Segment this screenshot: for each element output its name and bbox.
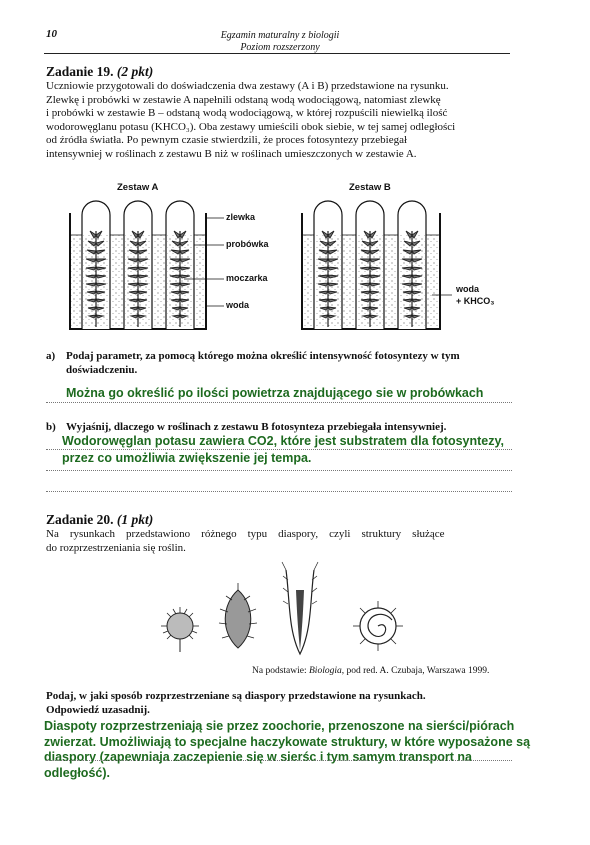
task20-answer-line: diaspory (zapewniaja zaczepienie się w sierśc i tym samym transport na (44, 750, 472, 764)
task19-intro-line: Uczniowie przygotowali do doświadczenia dwa zestawy (A i B) przedstawione na rysunku. (46, 80, 449, 92)
source-prefix: Na podstawie: (252, 666, 309, 676)
figure-source (252, 666, 489, 676)
label-water: woda (226, 300, 250, 310)
task19-points: (2 pkt) (116, 64, 154, 79)
question-b-marker: b) (46, 421, 56, 433)
task20-answer-line: zwierzat. Umożliwiają to specjalne haczykowate struktury, w które wyposażone są (44, 734, 531, 749)
task19-intro-line: wodorowęglanu potasu (KHCO₃). Oba zestawy umieścili obok siebie, w tej samej odległości (46, 120, 456, 133)
header-divider (44, 53, 510, 54)
answer-b-line1[interactable]: Wodorowęglan potasu zawiera CO2, które jest substratem dla fotosyntezy, (62, 434, 504, 448)
task20-title-text: Zadanie 20. (46, 512, 114, 527)
header-level: Poziom rozszerzony (240, 42, 320, 53)
answer-a-line (46, 402, 512, 403)
question-a-marker: a) (46, 350, 56, 362)
header-exam-title: Egzamin maturalny z biologii (220, 30, 340, 41)
task20-title (46, 512, 153, 528)
diaspores-figure (150, 560, 420, 660)
set-b-label: Zestaw B (349, 182, 391, 193)
task19-title-text: Zadanie 19. (46, 64, 114, 79)
task19-intro-line: intensywniej w roślinach z zestawu B niż w roślinach umieszczonych w zestawie A. (46, 147, 417, 160)
diaspore-burr (161, 607, 199, 652)
task19-intro-line: i probówki w zestawie B – odstaną wodą wodociągową, w której rozpuścili niewielką ilość (46, 107, 448, 120)
source-rest: , pod red. A. Czubaja, Warszawa 1999. (341, 666, 490, 676)
task20-points: (1 pkt) (116, 512, 154, 527)
answer-b-line2[interactable]: przez co umożliwia zwiększenie jej tempa. (62, 451, 312, 465)
answer-a[interactable]: Można go określić po ilości powietrza znajdującego sie w probówkach (66, 386, 484, 400)
set-a-label: Zestaw A (117, 182, 159, 193)
task19-title (46, 64, 153, 80)
task20-answer-line: Diaspoty rozprzestrzeniają sie przez zoochorie, przenoszone na sierści/piórach (44, 719, 515, 733)
task20-answer[interactable] (44, 719, 574, 781)
question-a-text (66, 350, 516, 377)
page-number: 10 (46, 28, 57, 40)
label-water-b: woda (456, 284, 480, 294)
label-khco3: + KHCO₃ (456, 296, 495, 306)
task20-question-line: Podaj, w jaki sposób rozprzestrzeniane są diaspory przedstawione na rysunkach. (46, 690, 426, 702)
diaspore-coiled (353, 601, 403, 651)
task20-intro-line2: do rozprzestrzeniania się roślin. (46, 542, 186, 554)
question-a-line: doświadczeniu. (66, 363, 138, 376)
answer-b-line (46, 449, 512, 450)
label-beaker: zlewka (226, 212, 256, 222)
task20-question-line: Odpowiedź uzasadnij. (46, 703, 150, 716)
label-plant: moczarka (226, 273, 268, 283)
task20-intro-line1: Na rysunkach przedstawiono różnego typu diaspory, czyli struktury służące (46, 528, 445, 540)
diaspore-barbed-seed (282, 562, 318, 654)
task20-answer-line: odległość). (44, 765, 110, 780)
answer-b-line (46, 470, 512, 471)
answer-b-line (46, 491, 512, 492)
task19-intro (46, 80, 512, 162)
task19-intro-line: Zlewkę i probówki w zestawie A napełnili odstaną wodą wodociągową, natomiast zlewkę (46, 93, 441, 106)
question-a-line: Podaj parametr, za pomocą którego można określić intensywność fotosyntezy w tym (66, 350, 460, 362)
source-title: Biologia (309, 666, 342, 676)
set-a-tubes (82, 201, 194, 329)
task20-question (46, 690, 512, 717)
diaspore-spiky (219, 583, 257, 648)
task20-answer-line-dotted (46, 760, 512, 761)
label-tube: probówka (226, 239, 269, 249)
experiment-figure (60, 195, 460, 340)
task19-intro-line: od źródła światła. Po pewnym czasie stwierdzili, że proces fotosyntezy przebiegał (46, 134, 408, 147)
question-b-text: Wyjaśnij, dlaczego w roślinach z zestawu B fotosynteza przebiegała intensywniej. (66, 421, 447, 433)
set-b-tubes (314, 201, 426, 329)
